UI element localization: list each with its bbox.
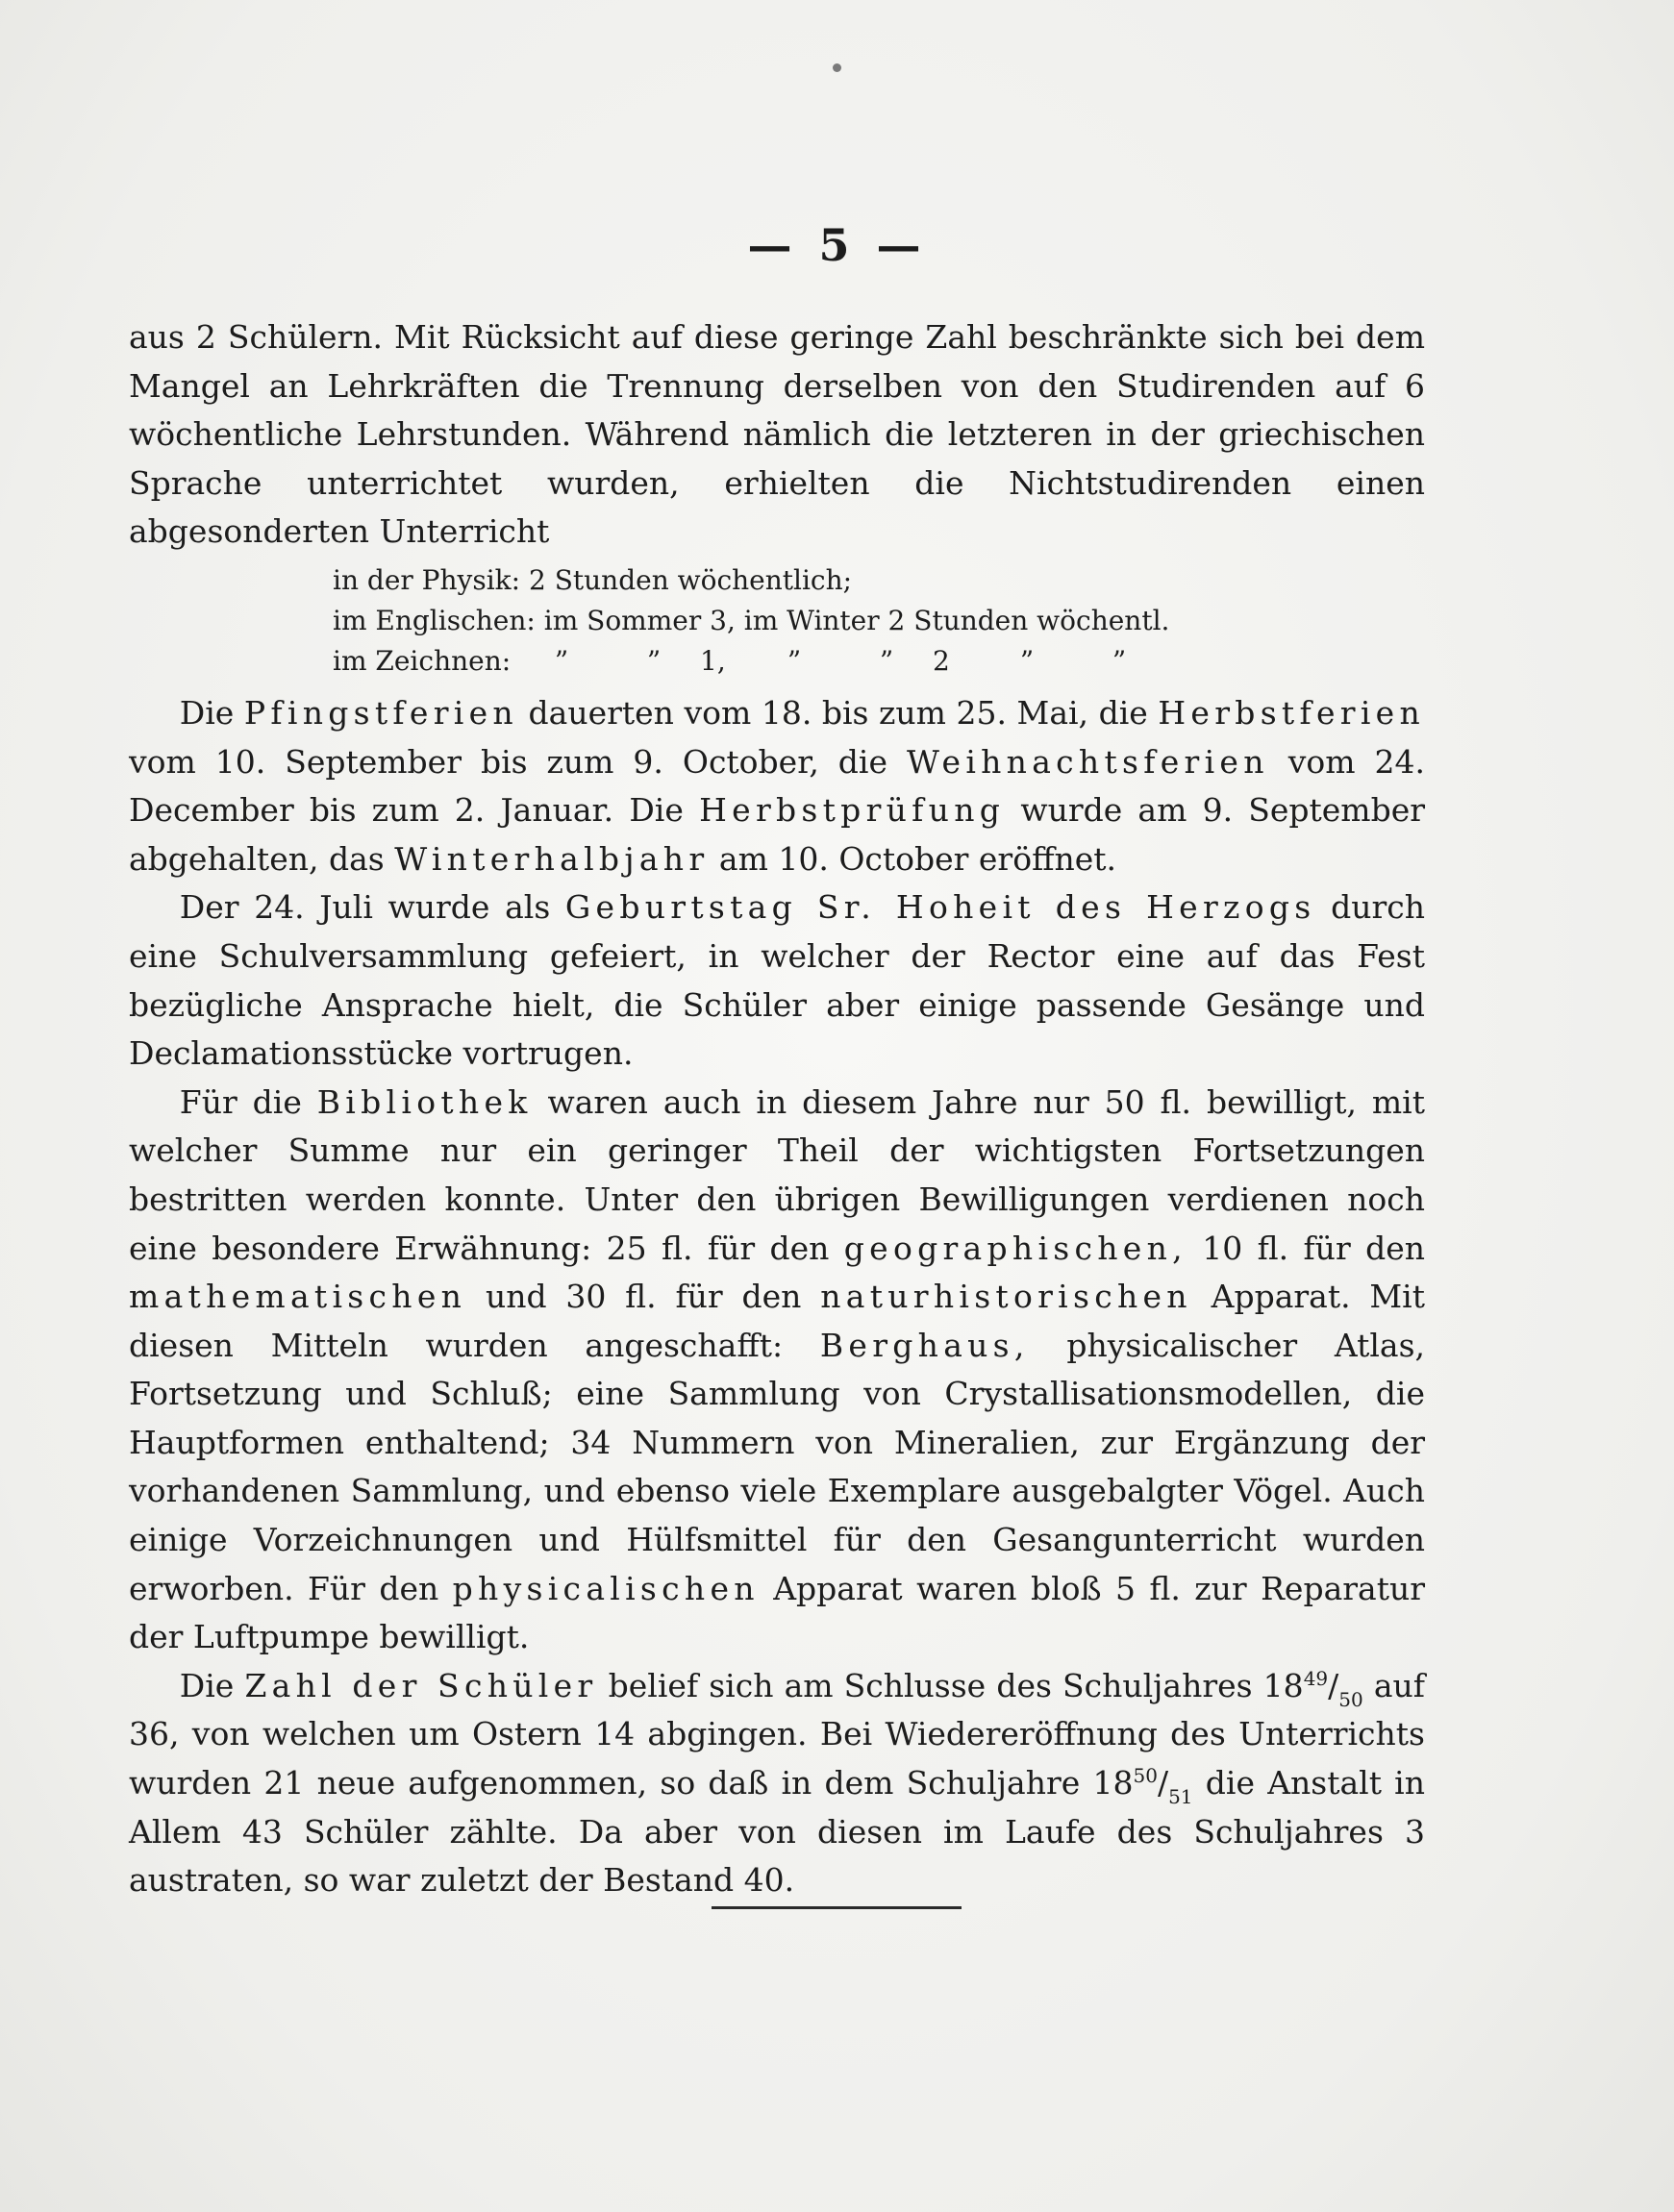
text-run: physicalischer Atlas, Fortsetzung und Schluß; eine Sammlung von Crystallisationsmodellen, die Hauptformen enthaltend; 34 Nummern von Mineralien, zur Ergänzung der vorhandenen Sammlung, und ebenso viele Exemplare ausgebalgter Vögel. Auch einige Vorzeichnungen und Hülfsmittel für den Gesangunterricht wurden erworben. Für den — [129, 1326, 1425, 1607]
ink-speck — [833, 63, 841, 72]
text-run: Apparat waren bloß 5 fl. zur Reparatur der Luftpumpe bewilligt. — [129, 1569, 1425, 1656]
text-run: wurde am 9. September abgehalten, das — [129, 791, 1426, 878]
paragraph-1: aus 2 Schülern. Mit Rücksicht auf diese geringe Zahl beschränkte sich bei dem Mangel an Lehrkräften die Trennung derselben von den Studirenden auf 6 wöchentliche Lehrstunden. Während nämlich die letzteren in der griechischen Sprache unterrichtet wurden, erhielten die Nichtstudirenden einen abgesonderten Unterricht — [129, 318, 1425, 551]
emphasis-run: Weihnachtsferien — [907, 742, 1269, 781]
emphasis-run: Herbstferien — [1158, 693, 1425, 732]
text-run: Der 24. Juli wurde als — [179, 888, 551, 927]
emphasis-run: Pfingstferien — [243, 693, 518, 732]
emphasis-run: Geburtstag Sr. Hoheit des Herzogs — [564, 888, 1316, 927]
emphasis-run: Winterhalbjahr — [394, 839, 710, 878]
list-item-english: im Englischen: im Sommer 3, im Winter 2 Stunden wöchentl. — [333, 604, 1170, 636]
text-run: Die — [179, 1666, 235, 1704]
emphasis-run: Bibliothek — [316, 1082, 533, 1121]
text-run: 10 fl. für den — [1202, 1229, 1425, 1267]
page-number: — 5 — — [747, 219, 927, 271]
text-run: die Anstalt in Allem 43 Schüler zählte. Da aber von diesen im Laufe des Schuljahres 3 austraten, so war zuletzt der Bestand 40. — [129, 1764, 1425, 1900]
paragraph-library — [129, 1079, 1425, 1662]
subject-list — [333, 560, 1425, 682]
fraction-denominator: 51 — [1168, 1785, 1193, 1809]
list-item-drawing — [333, 641, 1425, 682]
emphasis-run: geographischen, — [843, 1229, 1187, 1267]
ditto-mark: ” — [1019, 644, 1035, 677]
ditto-mark: ” — [879, 644, 894, 677]
emphasis-run: mathematischen — [129, 1278, 467, 1316]
drawing-label: im Zeichnen: — [333, 644, 512, 677]
emphasis-run: Herbstprüfung — [699, 791, 1006, 830]
paragraph-holidays — [129, 689, 1425, 883]
text-run: dauerten vom 18. bis zum 25. Mai, die — [528, 693, 1148, 732]
paragraph-enrollment: Die Zahl der Schüler belief sich am Schlusse des Schuljahres $18^{49}/_{50}$ auf 36, von welchen um Ostern 14 abgingen. Bei Wiedereröffnung des Unterrichts wurden 21 neue aufgenommen, so daß in dem Schuljahre $18^{50}/_{51}$ die Anstalt in Allem 43 Schüler zählte. Da aber von diesen im Laufe des Schuljahres 3 austraten, so war zuletzt der Bestand 40. — [129, 1666, 1425, 1900]
drawing-summer-hours: 1, — [700, 644, 726, 677]
fraction-denominator: 50 — [1338, 1687, 1363, 1711]
ditto-mark: ” — [554, 644, 569, 677]
text-run: und 30 fl. für den — [485, 1278, 802, 1316]
closing-rule — [712, 1906, 962, 1909]
text-run: vom 10. September bis zum 9. October, die — [129, 742, 888, 781]
text-run: belief sich am Schlusse des Schuljahres 18 — [608, 1666, 1304, 1704]
emphasis-run: physicalischen — [452, 1569, 760, 1607]
paragraph-birthday — [129, 883, 1425, 1078]
ditto-mark: ” — [787, 644, 802, 677]
text-run: Die — [179, 693, 235, 732]
text-run: vom 24. December bis zum 2. Januar. Die — [129, 742, 1425, 830]
emphasis-run: Zahl der Schüler — [244, 1666, 598, 1704]
text-run: Für die — [179, 1082, 302, 1121]
drawing-winter-hours: 2 — [933, 644, 950, 677]
text-run: durch eine Schulversammlung gefeiert, in welcher der Rector eine auf das Fest bezügliche Ansprache hielt, die Schüler aber einige passende Gesänge und Declamationsstücke vortrugen. — [129, 888, 1425, 1073]
text-run: waren auch in diesem Jahre nur 50 fl. bewilligt, mit welcher Summe nur ein geringer Theil der wichtigsten Fortsetzungen bestritten werden konnte. Unter den übrigen Bewilligungen verdienen noch eine besondere Erwähnung: 25 fl. für den — [129, 1082, 1425, 1267]
fraction-numerator: 50 — [1133, 1764, 1158, 1788]
body-text — [129, 313, 1425, 1905]
emphasis-run: Berghaus, — [819, 1326, 1030, 1364]
list-item-physics: in der Physik: 2 Stunden wöchentlich; — [333, 563, 853, 596]
ditto-mark: ” — [1112, 644, 1127, 677]
text-run: Apparat. Mit diesen Mitteln wurden angeschafft: — [129, 1278, 1425, 1364]
ditto-mark: ” — [646, 644, 662, 677]
emphasis-run: naturhistorischen — [820, 1278, 1192, 1316]
text-run: auf 36, von welchen um Ostern 14 abgingen. Bei Wiedereröffnung des Unterrichts wurden 21 neue aufgenommen, so daß in dem Schuljahre 18 — [129, 1666, 1425, 1802]
fraction-numerator: 49 — [1303, 1666, 1329, 1690]
text-run: am 10. October eröffnet. — [718, 839, 1117, 878]
